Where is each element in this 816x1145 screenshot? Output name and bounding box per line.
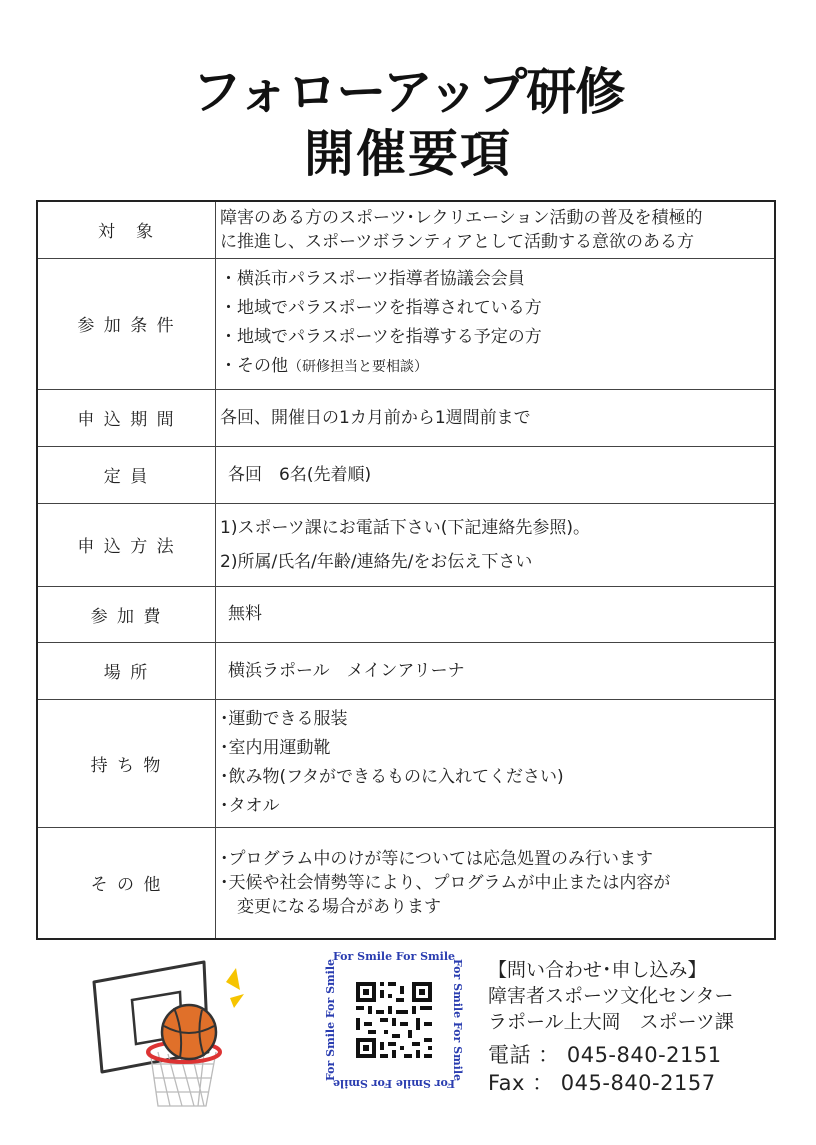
row-label: 定 員 (37, 446, 216, 503)
row-capacity (37, 446, 775, 503)
text-line: ・地域でパラスポーツを指導する予定の方 (220, 327, 542, 347)
text-line: ･タオル (220, 796, 280, 816)
details-table (36, 200, 776, 940)
row-value (216, 827, 776, 939)
row-label: 場 所 (37, 642, 216, 699)
contact-org-2: ラポール上大岡 スポーツ課 (488, 1011, 734, 1033)
row-label: そ の 他 (37, 827, 216, 939)
row-value (216, 586, 776, 642)
row-other (37, 827, 775, 939)
contact-heading: 【問い合わせ･申し込み】 (488, 959, 707, 981)
text-line: 1)スポーツ課にお電話下さい(下記連絡先参照)。 (220, 517, 591, 538)
text-line: ・地域でパラスポーツを指導されている方 (220, 298, 542, 318)
text-line: ･室内用運動靴 (220, 738, 331, 758)
qr-caption-bottom: For Smile For Smile (332, 1077, 456, 1090)
row-value (216, 258, 776, 389)
row-value (216, 389, 776, 446)
text-line: 各回、開催日の1カ月前から1週間前まで (220, 407, 531, 428)
row-fee (37, 586, 775, 642)
qr-code[interactable] (322, 948, 466, 1092)
title-line-2: 開催要項 (304, 125, 512, 183)
row-application-period (37, 389, 775, 446)
contact-block (488, 957, 734, 1097)
row-label: 対 象 (37, 201, 216, 258)
text-line: ・横浜市パラスポーツ指導者協議会会員 (220, 269, 525, 289)
qr-caption-right: For Smile For Smile (451, 958, 464, 1082)
qr-caption-top: For Smile For Smile (332, 950, 456, 963)
row-location (37, 642, 775, 699)
row-value (216, 446, 776, 503)
row-belongings (37, 699, 775, 827)
text-line: 横浜ラポール メインアリーナ (228, 660, 465, 681)
text-line: に推進し、スポーツボランティアとして活動する意欲のある方 (220, 231, 694, 252)
row-label: 参 加 費 (37, 586, 216, 642)
title-line-1: フォローアップ研修 (191, 63, 625, 121)
row-label: 申 込 方 法 (37, 503, 216, 586)
row-label: 参 加 条 件 (37, 258, 216, 389)
row-eligibility (37, 258, 775, 389)
text-line: ･プログラム中のけが等については応急処置のみ行います (220, 848, 653, 869)
row-value (216, 642, 776, 699)
qr-caption-left: For Smile For Smile (324, 958, 337, 1082)
row-value (216, 699, 776, 827)
text-line-main: ・その他 (220, 356, 288, 376)
contact-org-1: 障害者スポーツ文化センター (488, 985, 734, 1007)
row-label: 持 ち 物 (37, 699, 216, 827)
row-label: 申 込 期 間 (37, 389, 216, 446)
text-line (220, 352, 774, 382)
text-line: 無料 (228, 604, 262, 624)
row-value (216, 201, 776, 258)
contact-phone[interactable]: 電話 ： 045-840-2151 (488, 1043, 722, 1067)
text-line: 2)所属/氏名/年齢/連絡先/をお伝え下さい (220, 551, 533, 572)
text-line: 各回 6名(先着順) (228, 464, 372, 485)
text-line: ･飲み物(フタができるものに入れてください) (220, 767, 564, 787)
row-application-method (37, 503, 775, 586)
contact-tel-block (488, 1041, 734, 1097)
contact-fax: Fax ： 045-840-2157 (488, 1071, 716, 1095)
row-target (37, 201, 775, 258)
text-line: 障害のある方のスポーツ･レクリエーション活動の普及を積極的 (220, 207, 703, 228)
text-line-note: （研修担当と要相談） (288, 359, 428, 375)
text-line: ･天候や社会情勢等により、プログラムが中止または内容が (220, 872, 671, 893)
text-line: ･運動できる服装 (220, 709, 348, 729)
basketball-hoop-illustration (88, 960, 248, 1110)
qr-pattern (356, 982, 432, 1058)
text-line: 変更になる場合があります (220, 896, 441, 917)
row-value (216, 503, 776, 586)
